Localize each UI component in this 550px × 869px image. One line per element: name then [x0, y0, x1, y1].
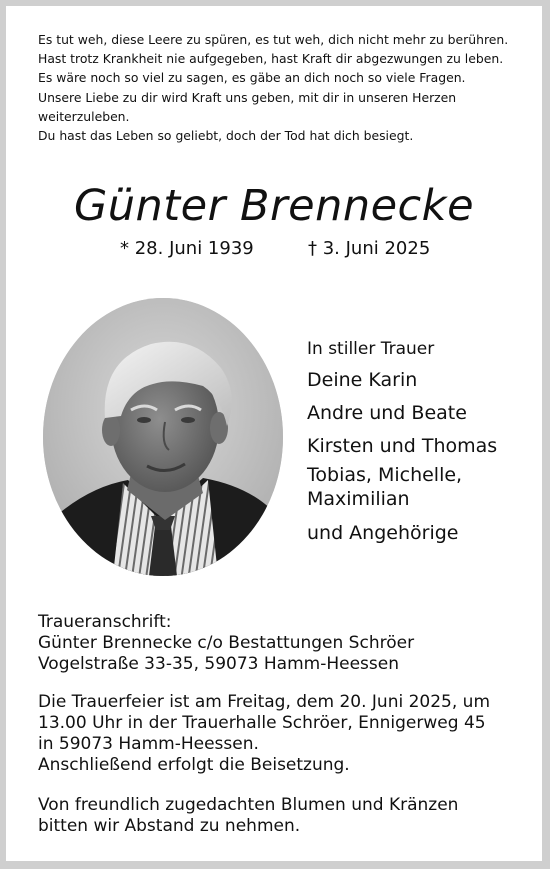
poem-line: Es wäre noch so viel zu sagen, es gäbe an dich noch so viele Fragen. — [38, 70, 466, 86]
funeral-service-info — [38, 692, 528, 776]
mourner-name: Deine Karin — [307, 369, 418, 391]
mourner-name: Andre und Beate — [307, 402, 467, 424]
poem-line: Unsere Liebe zu dir wird Kraft uns geben, mit dir in unseren Herzen — [38, 89, 457, 105]
service-line: Die Trauerfeier ist am Freitag, dem 20. Juni 2025, um — [38, 692, 491, 712]
poem-line: weiterzuleben. — [38, 108, 130, 124]
mourners-list — [307, 334, 497, 550]
portrait-photo — [43, 298, 283, 576]
mourner-name: Maximilian — [307, 488, 410, 510]
mourner-name: Kirsten und Thomas — [307, 435, 498, 457]
poem-line: Hast trotz Krankheit nie aufgegeben, hast Kraft dir abgezwungen zu leben. — [38, 51, 504, 67]
address-label: Traueranschrift: — [38, 612, 172, 632]
flowers-line: bitten wir Abstand zu nehmen. — [38, 816, 301, 836]
address-line: Günter Brennecke c/o Bestattungen Schröer — [38, 633, 415, 653]
flowers-line: Von freundlich zugedachten Blumen und Kränzen — [38, 795, 459, 815]
obituary-card — [6, 6, 542, 861]
death-date: † 3. Juni 2025 — [308, 238, 431, 259]
service-line: in 59073 Hamm-Heessen. — [38, 734, 259, 754]
mourning-address — [38, 612, 528, 675]
mourner-name: und Angehörige — [307, 522, 459, 544]
memorial-poem — [38, 30, 528, 145]
mourner-name: Tobias, Michelle, — [307, 464, 463, 486]
service-line: 13.00 Uhr in der Trauerhalle Schröer, Ennigerweg 45 — [38, 713, 486, 733]
service-line: Anschließend erfolgt die Beisetzung. — [38, 755, 350, 775]
poem-line: Es tut weh, diese Leere zu spüren, es tut weh, dich nicht mehr zu berühren. — [38, 32, 509, 47]
address-line: Vogelstraße 33-35, 59073 Hamm-Heessen — [38, 654, 399, 674]
deceased-name: Günter Brennecke — [73, 181, 475, 231]
poem-line: Du hast das Leben so geliebt, doch der Tod hat dich besiegt. — [38, 128, 414, 144]
flowers-note — [38, 795, 528, 837]
birth-date: * 28. Juni 1939 — [120, 238, 254, 259]
mourners-intro: In stiller Trauer — [307, 339, 435, 359]
